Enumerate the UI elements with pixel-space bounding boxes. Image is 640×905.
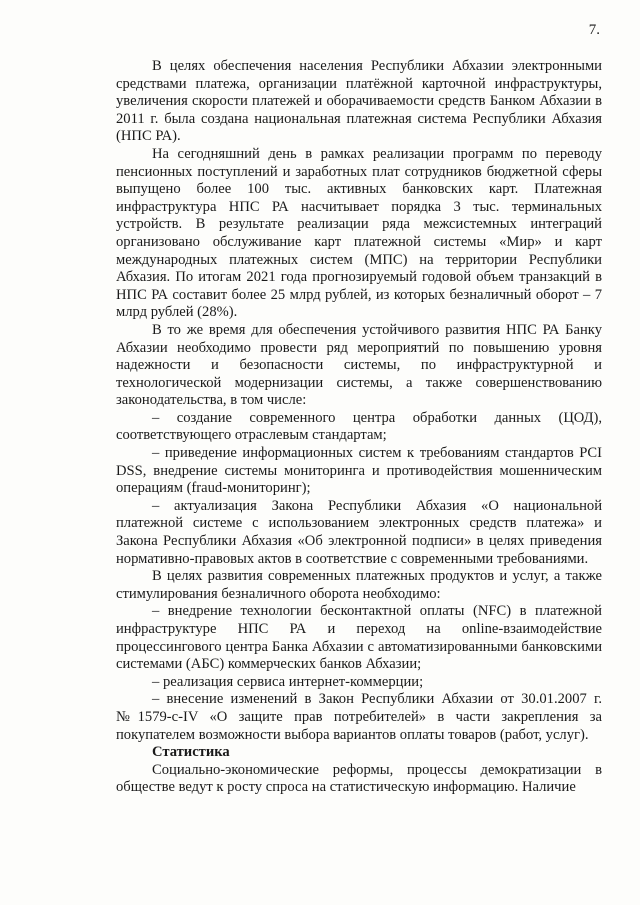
section-heading-statistics: Статистика — [152, 744, 230, 761]
document-body — [116, 58, 602, 797]
list-item-data-center: – создание современного центра обработки данных (ЦОД), соответствующего отраслевым стандартам; — [116, 409, 602, 444]
paragraph-payment-products: В целях развития современных платежных продуктов и услуг, а также стимулирования безналичного оборота необходимо: — [116, 568, 602, 602]
list-item-consumer-law: – внесение изменений в Закон Республики Абхазии от 30.01.2007 г. №1579-с-IV «О защите прав потребителей» в части закрепления за покупателем возможности выбора вариантов оплаты товаров (работ, услуг). — [116, 691, 602, 743]
page-number: 7. — [588, 22, 600, 38]
paragraph-development-measures: В то же время для обеспечения устойчивого развития НПС РА Банку Абхазии необходимо провести ряд мероприятий по повышению уровня надежности и безопасности системы, по инфраструктурной и технологической модернизации системы, а также совершенствованию законодательства, в том числе: — [116, 321, 602, 409]
list-item-pci-dss: – приведение информационных систем к требованиям стандартов PCI DSS, внедрение системы мониторинга и противодействия мошенническим операциям (fraud-мониторинг); — [116, 445, 602, 497]
list-item-law-update: – актуализация Закона Республики Абхазия «О национальной платежной системе с использованием электронных средств платежа» и Закона Республики Абхазия «Об электронной подписи» в целях приведения нормативно-правовых актов в соответствие с современными требованиями. — [116, 497, 602, 567]
paragraph-current-state: На сегодняшний день в рамках реализации программ по переводу пенсионных поступлений и заработных плат сотрудников бюджетной сферы выпущено более 100 тыс. активных банковских карт. Платежная инфраструктура НПС РА насчитывает порядка 3 тыс. терминальных устройств. В результате реализации ряда межсистемных интеграций организовано обслуживание карт платежной системы «Мир» и карт международных платежных систем (МПС) на территории Республики Абхазия. По итогам 2021 года прогнозируемый годовой объем транзакций в НПС РА составит более 25 млрд рублей, из которых безналичный оборот – 7 млрд рублей (28%). — [116, 145, 602, 321]
list-item-nfc: – внедрение технологии бесконтактной оплаты (NFC) в платежной инфраструктуре НПС РА и переход на online-взаимодействие процессингового центра Банка Абхазии с автоматизированными банковскими системами (АБС) коммерческих банков Абхазии; — [116, 603, 602, 673]
paragraph-nps-creation: В целях обеспечения населения Республики Абхазии электронными средствами платежа, организации платёжной карточной инфраструктуры, увеличения скорости платежей и оборачиваемости средств Банком Абхазии в 2011 г. была создана национальная платежная система Республики Абхазия (НПС РА). — [116, 58, 602, 145]
list-item-ecommerce: – реализация сервиса интернет-коммерции; — [152, 673, 424, 690]
paragraph-statistics-intro: Социально-экономические реформы, процессы демократизации в обществе ведут к росту спроса на статистическую информацию. Наличие — [116, 761, 602, 796]
